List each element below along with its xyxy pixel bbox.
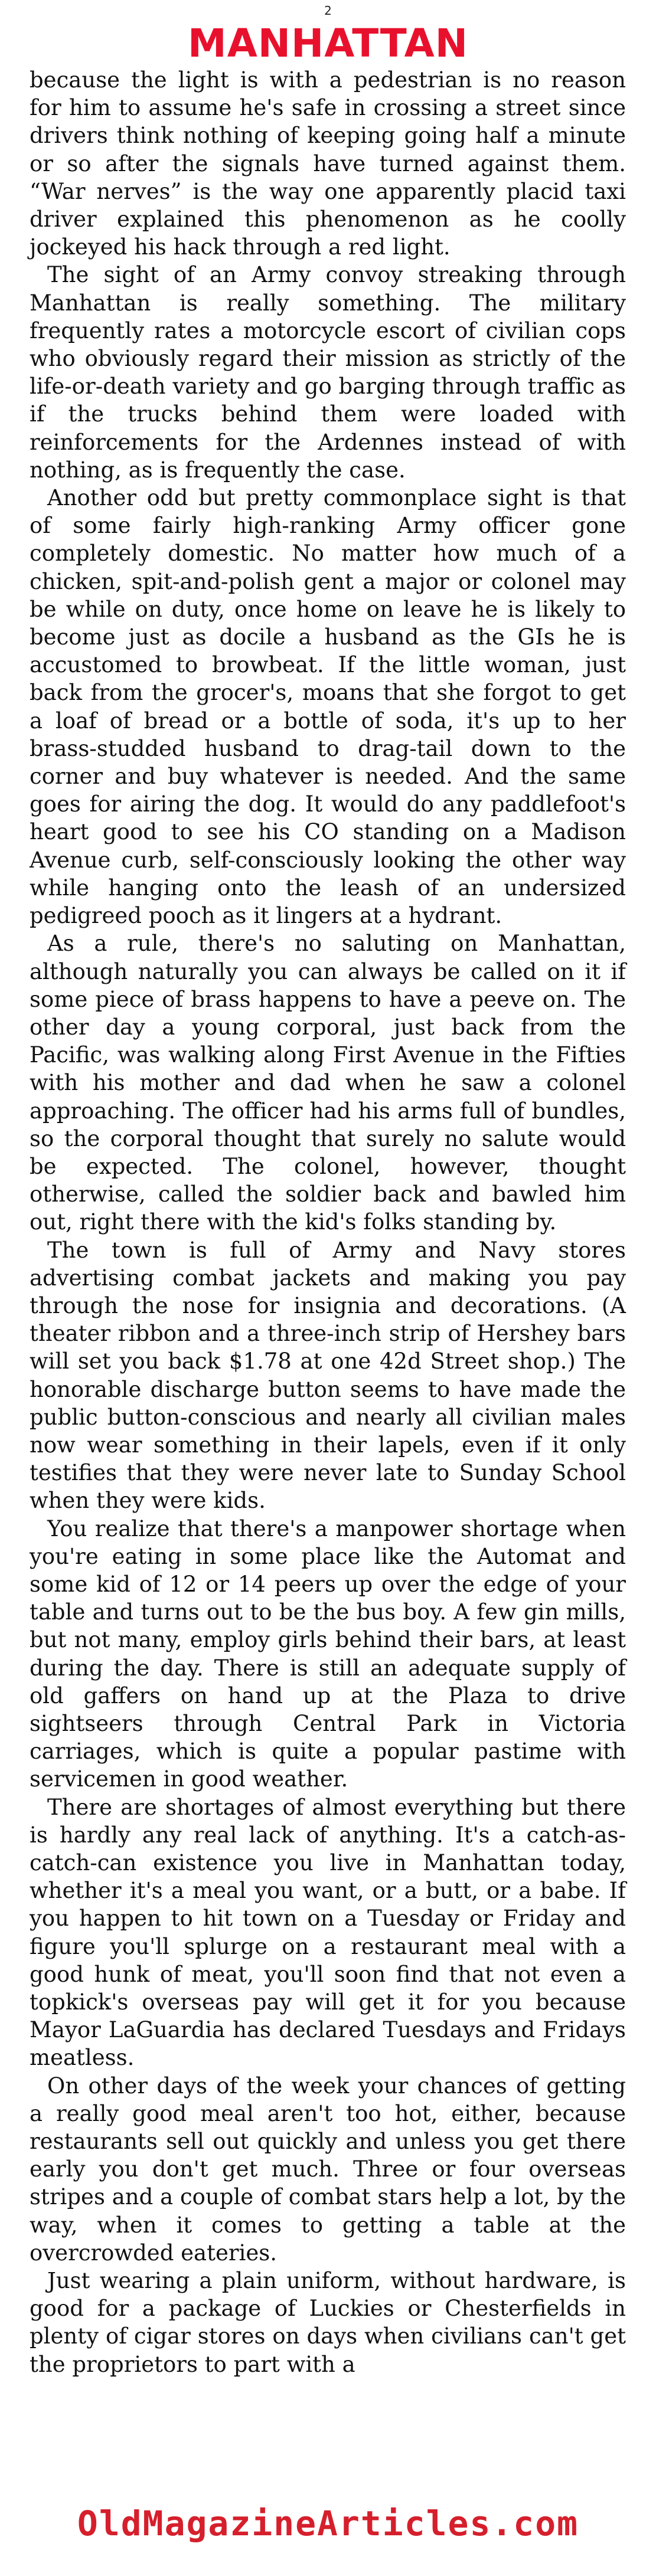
article-paragraph: because the light is with a pedestrian is no reason for him to assume he's safe in crossing a street since drivers think nothing of keeping going half a minute or so after the signals have turned against them. “War nerves” is the way one apparently placid taxi driver explained this phenomenon as he coolly jockeyed his hack through a red light.	[30, 67, 626, 260]
article-paragraph: You realize that there's a manpower shortage when you're eating in some place like the Automat and some kid of 12 or 14 peers up over the edge of your table and turns out to be the bus boy. A few gin mills, but not many, employ girls behind their bars, at least during the day. There is still an adequate supply of old gaffers on hand up at the Plaza to drive sightseers through Central Park in Victoria carriages, which is quite a popular pastime with servicemen in good weather.	[30, 1516, 626, 1792]
article-paragraph: On other days of the week your chances of getting a really good meal aren't too hot, either, because restaurants sell out quickly and unless you get there early you don't get much. Three or four overseas stripes and a couple of combat stars help a lot, by the way, when it comes to getting a table at the overcrowded eateries.	[30, 2073, 626, 2266]
site-watermark: OldMagazineArticles.com	[77, 2503, 579, 2544]
page-title: MANHATTAN	[188, 21, 468, 66]
article-paragraph: Another odd but pretty commonplace sight is that of some fairly high-ranking Army officer gone completely domestic. No matter how much of a chicken, spit-and-polish gent a major or colonel may be while on duty, once home on leave he is likely to become just as docile a husband as the GIs he is accustomed to browbeat. If the little woman, just back from the grocer's, moans that she forgot to get a loaf of bread or a bottle of soda, it's up to her brass-studded husband to drag-tail down to the corner and buy whatever is needed. And the same goes for airing the dog. It would do any paddlefoot's heart good to see his CO standing on a Madison Avenue curb, self-consciously looking the other way while hanging onto the leash of an undersized pedigreed pooch as it lingers at a hydrant.	[30, 485, 626, 929]
article-paragraph: There are shortages of almost everything but there is hardly any real lack of anything. It's a catch-as-catch-can existence you live in Manhattan today, whether it's a meal you want, or a butt, or a babe. If you happen to hit town on a Tuesday or Friday and figure you'll splurge on a restaurant meal with a good hunk of meat, you'll soon find that not even a topkick's overseas pay will get it for you because Mayor LaGuardia has declared Tuesdays and Fridays meatless.	[30, 1794, 626, 2071]
article-paragraph: As a rule, there's no saluting on Manhattan, although naturally you can always be called on it if some piece of brass happens to have a peeve on. The other day a young corporal, just back from the Pacific, was walking along First Avenue in the Fifties with his mother and dad when he saw a colonel approaching. The officer had his arms full of bundles, so the corporal thought that surely no salute would be expected. The colonel, however, thought otherwise, called the soldier back and bawled him out, right there with the kid's folks standing by.	[30, 931, 626, 1235]
article-paragraph: The town is full of Army and Navy stores advertising combat jackets and making you pay through the nose for insignia and decorations. (A theater ribbon and a three-inch strip of Hershey bars will set you back $1.78 at one 42d Street shop.) The honorable discharge button seems to have made the public button-conscious and nearly all civilian males now wear something in their lapels, even if it only testifies that they were never late to Sunday School when they were kids.	[30, 1237, 626, 1514]
article-paragraph: Just wearing a plain uniform, without hardware, is good for a package of Luckies or Chesterfields in plenty of cigar stores on days when civilians can't get the proprietors to part with a	[30, 2268, 626, 2377]
page-number: 2	[324, 4, 332, 18]
article-body	[30, 66, 626, 2378]
article-paragraph: The sight of an Army convoy streaking through Manhattan is really something. The military frequently rates a motorcycle escort of civilian cops who obviously regard their mission as strictly of the life-or-death variety and go barging through traffic as if the trucks behind them were loaded with reinforcements for the Ardennes instead of with nothing, as is frequently the case.	[30, 262, 626, 483]
